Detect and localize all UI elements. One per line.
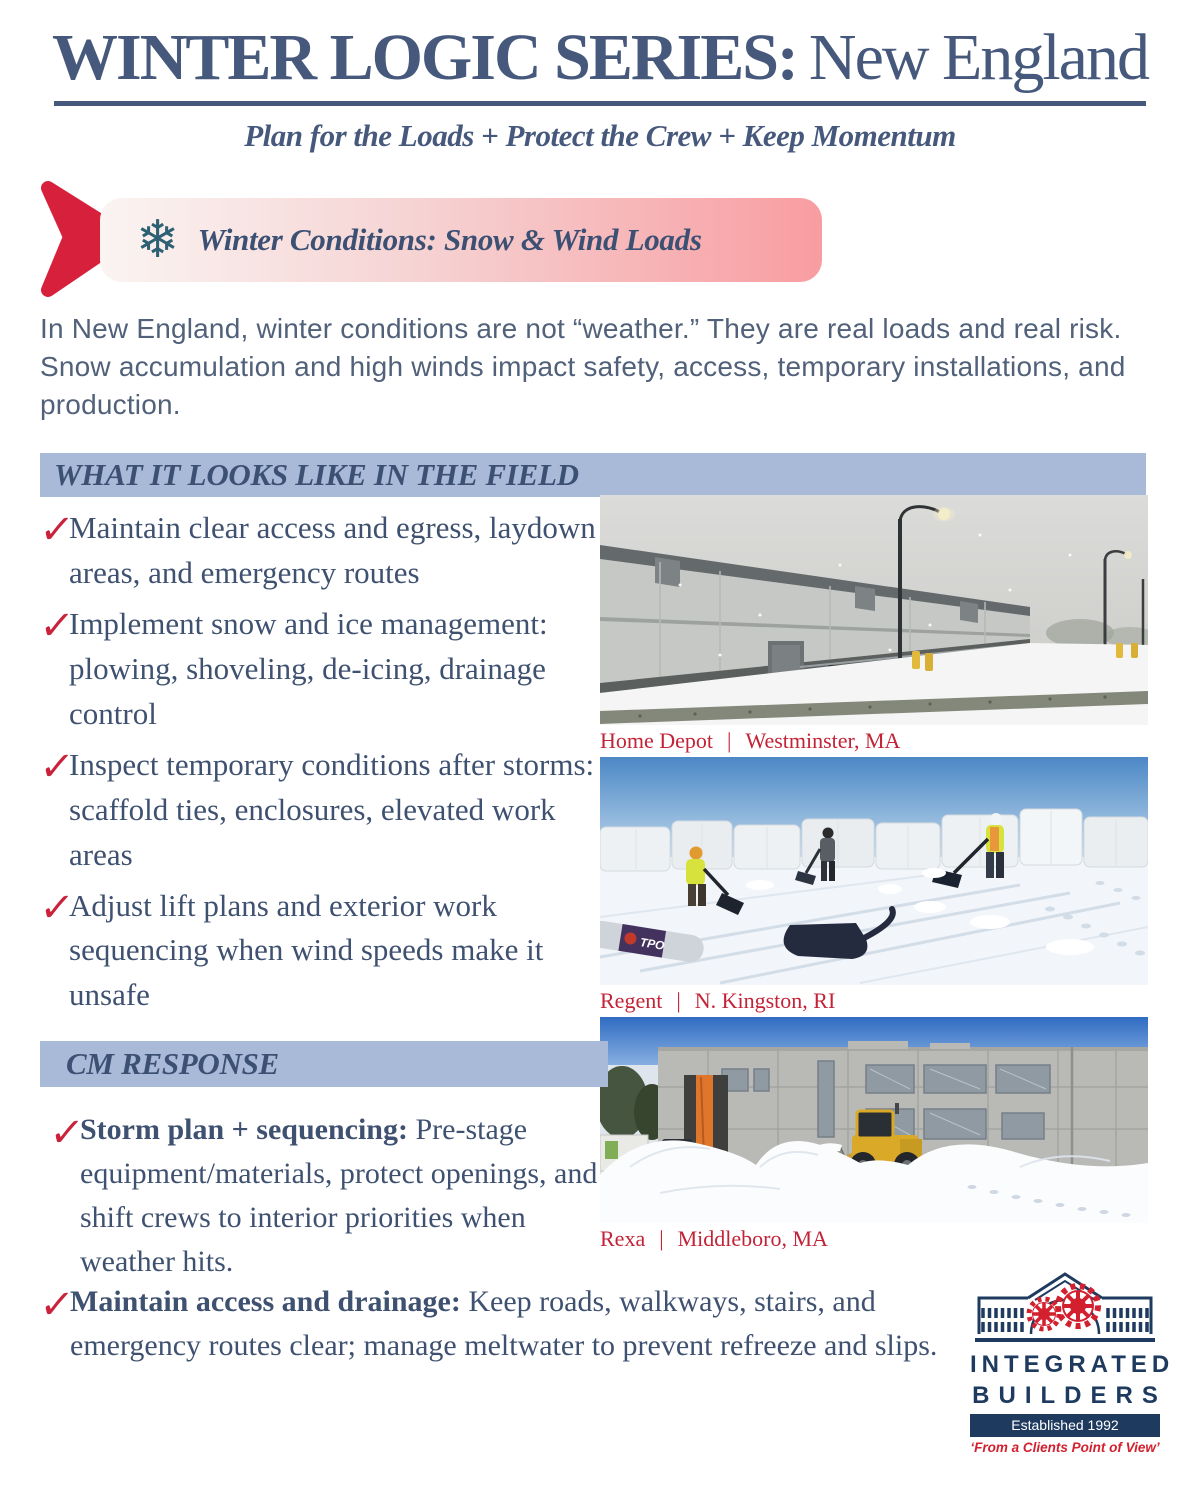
photo-caption [600, 729, 1148, 757]
checklist-item [37, 743, 596, 878]
caption-location: Westminster, MA [745, 728, 901, 753]
check-icon: ✓ [47, 1110, 86, 1156]
checklist-item-text: Adjust lift plans and exterior work sequencing when wind speeds make it unsafe [69, 887, 544, 1013]
checklist-item-text: Inspect temporary conditions after storms: scaffold ties, enclosures, elevated work areas [69, 746, 595, 872]
checklist-item [37, 602, 596, 737]
logo-name-line1: INTEGRATED [970, 1351, 1175, 1378]
roll-label: TPO [638, 935, 666, 953]
intro-paragraph: In New England, winter conditions are not “weather.” They are real loads and real risk. Snow accumulation and high winds impact safety, access, temporary installations, and production. [40, 313, 1126, 421]
caption-location: Middleboro, MA [677, 1226, 828, 1251]
caption-location: N. Kingston, RI [694, 988, 836, 1013]
cm-item-lead: Maintain access and drainage: [70, 1285, 461, 1318]
caption-separator: | [676, 988, 681, 1013]
page-title [0, 21, 1200, 94]
photo-home-depot [600, 495, 1148, 757]
field-section-header-label: WHAT IT LOOKS LIKE IN THE FIELD [54, 457, 579, 492]
checklist-item-text: Implement snow and ice management: plowing, shoveling, de-icing, drainage control [69, 605, 548, 731]
snowflake-icon: ❄ [136, 210, 180, 270]
page-title-bold: WINTER LOGIC SERIES: [52, 21, 797, 94]
check-icon: ✓ [37, 743, 76, 790]
photo-rexa-image [600, 1017, 1148, 1223]
check-icon: ✓ [37, 602, 76, 649]
photo-home-depot-image [600, 495, 1148, 725]
photo-rexa [600, 1017, 1148, 1255]
checklist-item [37, 884, 596, 1019]
company-logo [970, 1268, 1175, 1455]
logo-tagline: ‘From a Clients Point of View’ [970, 1440, 1160, 1455]
caption-separator: | [727, 728, 732, 753]
cm-item [37, 1280, 995, 1368]
page-subtitle: Plan for the Loads + Protect the Crew + Keep Momentum [244, 117, 956, 153]
cm-section-header-label: CM RESPONSE [66, 1046, 279, 1081]
section-banner [100, 198, 822, 282]
check-icon: ✓ [37, 507, 76, 553]
checklist-item-text: Maintain clear access and egress, laydown areas, and emergency routes [69, 510, 596, 590]
cm-item-lead: Storm plan + sequencing: [80, 1113, 408, 1146]
section-banner-heading: Winter Conditions: Snow & Wind Loads [197, 222, 702, 257]
photo-caption [600, 989, 1148, 1017]
photo-regent-image [600, 757, 1148, 985]
check-icon: ✓ [37, 1282, 76, 1328]
title-underline [54, 101, 1146, 106]
cm-item-text: Keep roads, walkways, stairs, and emergency routes clear; manage meltwater to prevent refreeze and slips. [70, 1285, 938, 1363]
logo-name-line2: BUILDERS [972, 1382, 1167, 1409]
photo-column [600, 495, 1148, 1255]
cm-item [47, 1108, 625, 1284]
caption-project: Home Depot [600, 728, 714, 753]
checklist-item [37, 506, 596, 596]
check-icon: ✓ [37, 884, 76, 931]
header [0, 21, 1200, 154]
caption-project: Rexa [600, 1226, 646, 1251]
field-checklist [37, 506, 596, 1024]
logo-established-badge: Established 1992 [970, 1414, 1160, 1437]
caption-project: Regent [600, 988, 663, 1013]
cm-section-header [40, 1041, 608, 1087]
photo-caption [600, 1227, 1148, 1255]
logo-building-gears-icon [970, 1268, 1160, 1344]
cm-item-text: Pre-stage equipment/materials, protect openings, and shift crews to interior priorities when weather hits. [80, 1113, 598, 1279]
photo-regent [600, 757, 1148, 1017]
page-title-regular: New England [808, 21, 1148, 94]
field-section-header [40, 453, 1146, 497]
caption-separator: | [659, 1226, 664, 1251]
